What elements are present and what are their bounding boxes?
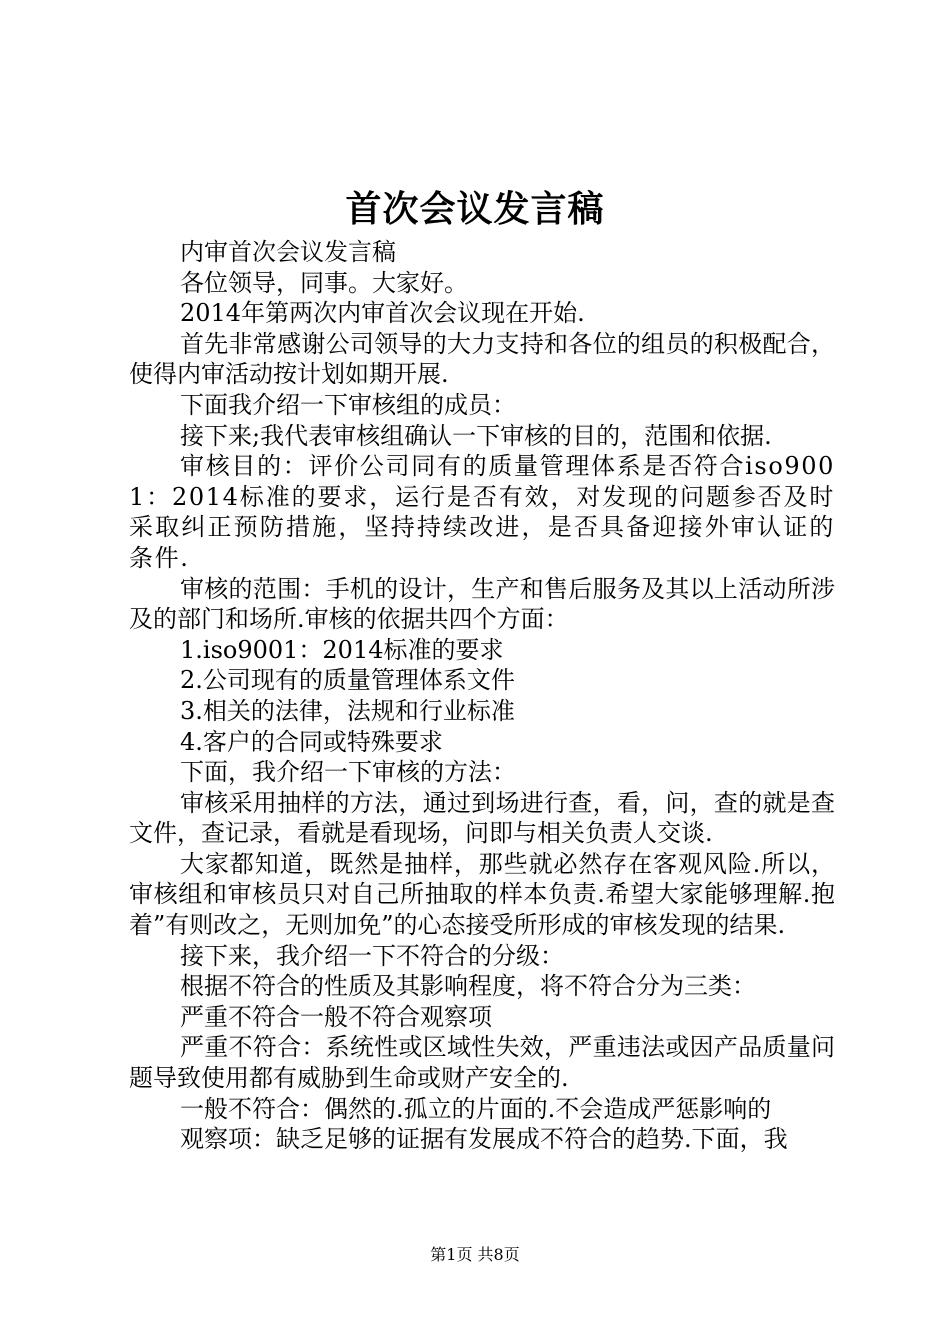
paragraph-grading-intro: 接下来，我介绍一下不符合的分级：	[180, 941, 564, 970]
paragraph-grading-list: 严重不符合一般不符合观察项	[180, 1002, 492, 1031]
paragraph-observation: 观察项：缺乏足够的证据有发展成不符合的趋势.下面，我	[180, 1125, 788, 1154]
paragraph-confirm: 接下来;我代表审核组确认一下审核的目的，范围和依据.	[180, 421, 772, 450]
paragraph-method: 审核采用抽样的方法，通过到场进行查，看，问，查的就是查文件，查记录，看就是看现场，问即与相关负责人交谈.	[129, 788, 835, 848]
page-footer: 第1页 共8页	[430, 1245, 520, 1264]
paragraph-risk: 大家都知道，既然是抽样，那些就必然存在客观风险.所以，审核组和审核员只对自己所抽取的样本负责.希望大家能够理解.抱着”有则改之，无则加免”的心态接受所形成的审核发现的结果.	[129, 849, 835, 940]
paragraph-grading-types: 根据不符合的性质及其影响程度，将不符合分为三类：	[180, 972, 756, 1001]
list-item-basis-2: 2.公司现有的质量管理体系文件	[180, 666, 515, 695]
paragraph-purpose: 审核目的：评价公司同有的质量管理体系是否符合iso9001：2014标准的要求，运行是否有效，对发现的问题参否及时采取纠正预防措施，坚持持续改进，是否具备迎接外审认证的条件.	[129, 452, 835, 572]
document-title: 首次会议发言稿	[345, 188, 605, 230]
paragraph-thanks: 首先非常感谢公司领导的大力支持和各位的组员的积极配合，使得内审活动按计划如期开展.	[129, 329, 835, 389]
paragraph-method-intro: 下面，我介绍一下审核的方法：	[180, 758, 516, 787]
paragraph-greeting: 各位领导，同事。大家好。	[180, 268, 468, 297]
paragraph-major: 严重不符合：系统性或区域性失效，严重违法或因产品质量问题导致使用都有威胁到生命或财产安全的.	[129, 1033, 835, 1093]
paragraph-members: 下面我介绍一下审核组的成员：	[180, 390, 516, 419]
list-item-basis-1: 1.iso9001：2014标准的要求	[180, 635, 504, 664]
paragraph-opening: 2014年第两次内审首次会议现在开始.	[180, 299, 585, 328]
list-item-basis-3: 3.相关的法律，法规和行业标准	[180, 696, 515, 725]
document-body	[129, 237, 835, 1155]
paragraph-scope: 审核的范围：手机的设计，生产和售后服务及其以上活动所涉及的部门和场所.审核的依据共四个方面：	[129, 574, 835, 634]
list-item-basis-4: 4.客户的合同或特殊要求	[180, 727, 443, 756]
paragraph-heading: 内审首次会议发言稿	[180, 238, 396, 266]
paragraph-minor: 一般不符合：偶然的.孤立的片面的.不会造成严惩影响的	[180, 1094, 772, 1123]
